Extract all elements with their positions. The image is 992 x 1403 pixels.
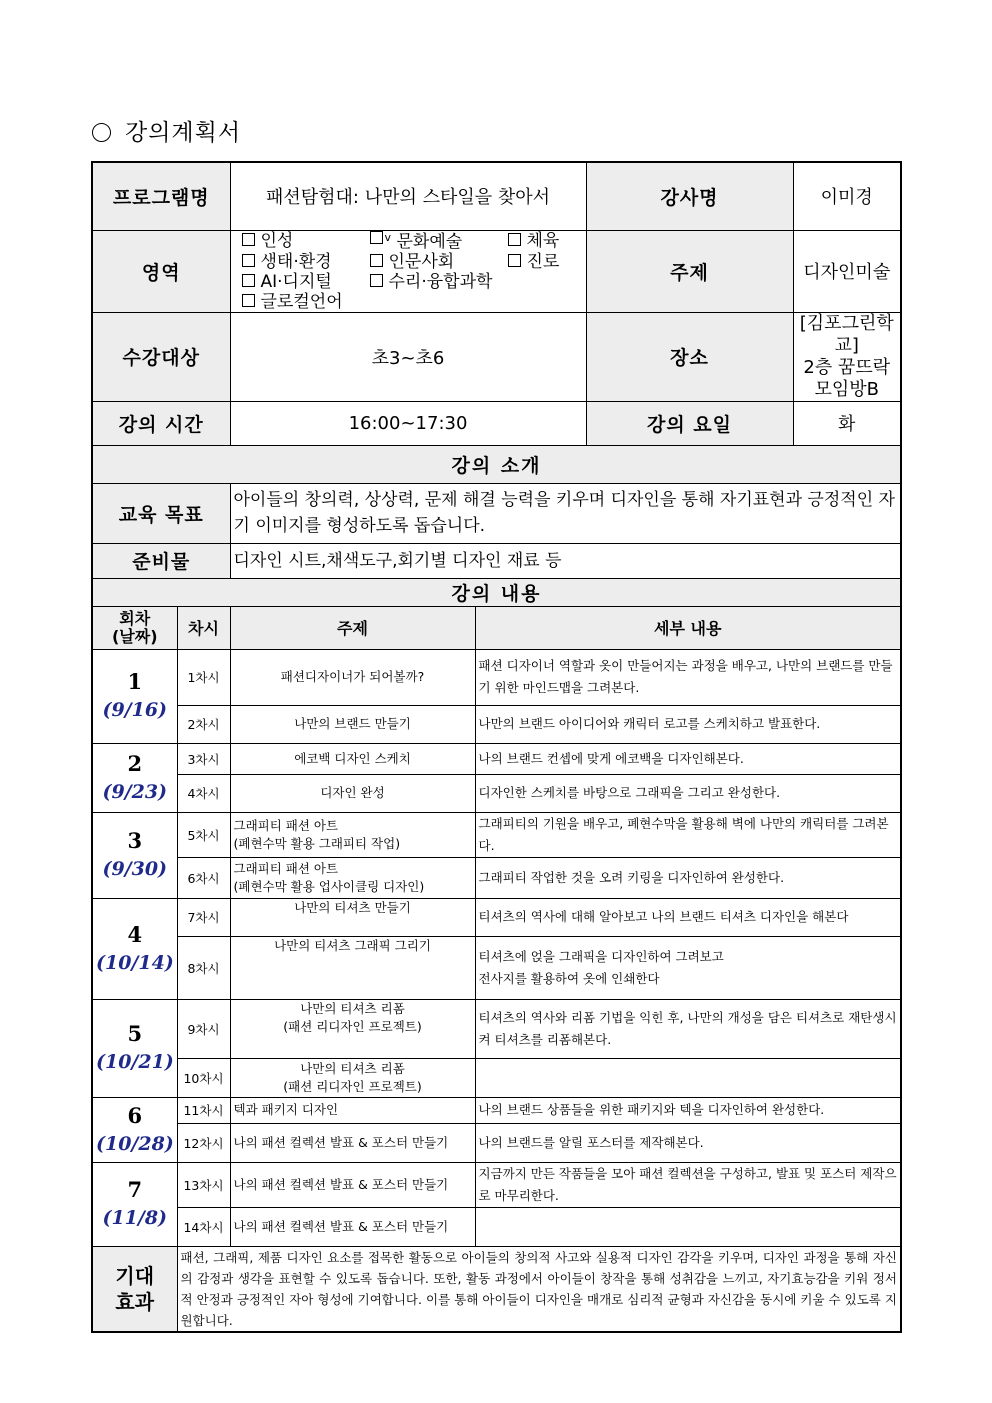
week-6-cell — [92, 1097, 177, 1162]
area-label: 영역 — [92, 230, 230, 312]
area-option-label: 인성 — [260, 230, 294, 251]
topic-cell: 나의 패션 컬렉션 발표 & 포스터 만들기 — [230, 1123, 475, 1162]
area-option — [508, 252, 587, 272]
target-label: 수강대상 — [92, 312, 230, 401]
week-4-cell — [92, 898, 177, 999]
materials-text: 디자인 시트,채색도구,회기별 디자인 재료 등 — [230, 543, 901, 578]
detail-cell: 나의 브랜드 컨셉에 맞게 에코백을 디자인해본다. — [475, 743, 901, 774]
area-option-label: 문화예술 — [396, 231, 463, 252]
program-name-value: 패션탐험대: 나만의 스타일을 찾아서 — [230, 162, 586, 230]
session-cell: 4차시 — [177, 774, 230, 812]
topic-cell: 나만의 티셔츠 리폼 (패션 리디자인 프로젝트) — [230, 999, 475, 1058]
checkbox-icon — [370, 254, 383, 267]
program-name-label: 프로그램명 — [92, 162, 230, 230]
topic-cell: 패션디자이너가 되어볼까? — [230, 649, 475, 705]
week-number: 1 — [127, 669, 143, 694]
topic-cell: 나만의 티셔츠 그래픽 그리기 — [230, 936, 475, 999]
detail-cell: 패션 디자이너 역할과 옷이 만들어지는 과정을 배우고, 나만의 브랜드를 만들기 위한 마인드맵을 그려본다. — [475, 649, 901, 705]
session-cell: 2차시 — [177, 705, 230, 743]
session-column-header: 차시 — [177, 606, 230, 649]
session-cell: 8차시 — [177, 936, 230, 999]
week-date: (10/14) — [96, 951, 174, 974]
checkbox-icon — [242, 233, 255, 246]
area-option-label: 생태·환경 — [260, 251, 332, 272]
intro-section-title: 강의 소개 — [92, 445, 901, 483]
topic-cell: 그래피티 패션 아트 (폐현수막 활용 그래피티 작업) — [230, 812, 475, 857]
area-option-label: 진로 — [526, 251, 560, 272]
detail-cell: 티셔츠의 역사와 리폼 기법을 익힌 후, 나만의 개성을 담은 티셔츠로 재탄생시켜 티셔츠를 리폼해본다. — [475, 999, 901, 1058]
detail-cell — [475, 1058, 901, 1097]
area-option — [508, 231, 587, 252]
detail-cell: 디자인한 스케치를 바탕으로 그래픽을 그리고 완성한다. — [475, 774, 901, 812]
effect-text: 패션, 그래픽, 제품 디자인 요소를 접목한 활동으로 아이들의 창의적 사고와 실용적 디자인 감각을 키우며, 디자인 과정을 통해 자신의 감정과 생각을 표현할 수 있도록 돕습니다. 또한, 활동 과정에서 아이들이 창작을 통해 성취감을 느끼고, 자기효능감을 키워 정서적 안정과 긍정적인 자아 형성에 기여합니다. 이를 통해 아이들이 디자인을 매개로 심리적 균형과 자신감을 동시에 키울 수 있도록 지원합니다. — [177, 1246, 901, 1332]
week-number: 2 — [127, 750, 143, 776]
topic-cell: 나의 패션 컬렉션 발표 & 포스터 만들기 — [230, 1207, 475, 1246]
goal-label: 교육 목표 — [92, 483, 230, 543]
topic-cell: 에코백 디자인 스케치 — [230, 743, 475, 774]
week-number: 6 — [127, 1102, 143, 1128]
place-label: 장소 — [586, 312, 793, 401]
detail-cell: 그래피티의 기원을 배우고, 폐현수막을 활용해 벽에 나만의 캐릭터를 그려본다. — [475, 812, 901, 857]
topic-column-header: 주제 — [230, 606, 475, 649]
topic-cell: 나만의 브랜드 만들기 — [230, 705, 475, 743]
title-text: 강의계획서 — [125, 120, 242, 146]
effect-label-line-1: 기대 — [115, 1263, 155, 1288]
checkbox-icon — [242, 294, 255, 307]
detail-cell: 그래피티 작업한 것을 오려 키링을 디자인하여 완성한다. — [475, 857, 901, 898]
lecture-plan-table — [91, 161, 902, 1333]
session-cell: 14차시 — [177, 1207, 230, 1246]
subject-label: 주제 — [586, 230, 793, 312]
week-date: (10/28) — [96, 1132, 174, 1155]
target-value: 초3~초6 — [230, 312, 586, 401]
detail-cell: 나의 브랜드 상품들을 위한 패키지와 텍을 디자인하여 완성한다. — [475, 1097, 901, 1123]
area-option — [242, 231, 370, 252]
effect-label-line-2: 효과 — [115, 1289, 155, 1314]
detail-cell: 지금까지 만든 작품들을 모아 패션 컬렉션을 구성하고, 발표 및 포스터 제작으로 마무리한다. — [475, 1162, 901, 1207]
session-cell: 3차시 — [177, 743, 230, 774]
place-value — [793, 312, 901, 401]
week-number: 3 — [127, 828, 143, 853]
week-3-cell — [92, 812, 177, 898]
topic-cell: 텍과 패키지 디자인 — [230, 1097, 475, 1123]
detail-cell: 나의 브랜드를 알릴 포스터를 제작해본다. — [475, 1123, 901, 1162]
circle-bullet-icon — [92, 123, 111, 142]
instructor-label: 강사명 — [586, 162, 793, 230]
day-value: 화 — [793, 401, 901, 445]
checkbox-icon — [508, 254, 521, 267]
area-option — [242, 272, 370, 292]
checkbox-icon — [370, 274, 383, 287]
area-option — [242, 252, 370, 272]
week-2-cell — [92, 743, 177, 812]
session-cell: 10차시 — [177, 1058, 230, 1097]
session-cell: 6차시 — [177, 857, 230, 898]
checkbox-icon — [242, 254, 255, 267]
area-option-label: 체육 — [526, 230, 560, 251]
topic-cell: 나의 패션 컬렉션 발표 & 포스터 만들기 — [230, 1162, 475, 1207]
place-line-1: [김포그린학교] — [799, 312, 894, 356]
week-date: (9/30) — [102, 858, 168, 880]
subject-value: 디자인미술 — [793, 230, 901, 312]
time-label: 강의 시간 — [92, 401, 230, 445]
goal-text: 아이들의 창의력, 상상력, 문제 해결 능력을 키우며 디자인을 통해 자기표현과 긍정적인 자기 이미지를 형성하도록 돕습니다. — [230, 483, 901, 543]
area-option — [242, 292, 370, 312]
week-7-cell — [92, 1162, 177, 1246]
session-cell: 13차시 — [177, 1162, 230, 1207]
week-number: 4 — [127, 921, 143, 947]
week-5-cell — [92, 999, 177, 1097]
area-option-label: AI·디지털 — [260, 271, 332, 292]
detail-cell: 티셔츠의 역사에 대해 알아보고 나의 브랜드 티셔츠 디자인을 해본다 — [475, 898, 901, 936]
week-date: (9/16) — [102, 699, 168, 721]
day-label: 강의 요일 — [586, 401, 793, 445]
instructor-value: 이미경 — [793, 162, 901, 230]
week-1-cell — [92, 649, 177, 743]
topic-cell: 그래피티 패션 아트 (폐현수막 활용 업사이클링 디자인) — [230, 857, 475, 898]
week-number: 5 — [127, 1021, 143, 1046]
place-line-2: 2층 꿈뜨락모임방B — [803, 356, 891, 400]
round-column-header: 회차 (날짜) — [92, 606, 177, 649]
session-cell: 1차시 — [177, 649, 230, 705]
area-option — [370, 272, 508, 292]
time-value: 16:00~17:30 — [230, 401, 586, 445]
effect-label — [92, 1246, 177, 1332]
session-cell: 7차시 — [177, 898, 230, 936]
detail-column-header: 세부 내용 — [475, 606, 901, 649]
detail-cell: 티셔츠에 얹을 그래픽을 디자인하여 그려보고 전사지를 활용하여 옷에 인쇄한다 — [475, 936, 901, 999]
session-cell: 5차시 — [177, 812, 230, 857]
session-cell: 9차시 — [177, 999, 230, 1058]
area-options — [230, 230, 586, 312]
week-date: (11/8) — [102, 1207, 168, 1229]
checkbox-icon — [508, 233, 521, 246]
area-option — [370, 231, 508, 252]
area-option-label: 글로컬언어 — [260, 291, 343, 312]
area-option — [508, 272, 587, 292]
week-date: (9/23) — [102, 780, 168, 803]
document-title — [92, 114, 241, 147]
content-section-title: 강의 내용 — [92, 578, 901, 606]
detail-cell — [475, 1207, 901, 1246]
checked-box-icon — [370, 231, 383, 244]
area-option-label: 인문사회 — [388, 251, 455, 272]
week-date: (10/21) — [96, 1051, 174, 1073]
topic-cell: 나만의 티셔츠 만들기 — [230, 898, 475, 936]
topic-cell: 디자인 완성 — [230, 774, 475, 812]
session-cell: 12차시 — [177, 1123, 230, 1162]
area-option-label: 수리·융합과학 — [388, 271, 493, 292]
area-option — [370, 252, 508, 272]
detail-cell: 나만의 브랜드 아이디어와 캐릭터 로고를 스케치하고 발표한다. — [475, 705, 901, 743]
week-number: 7 — [127, 1177, 143, 1202]
session-cell: 11차시 — [177, 1097, 230, 1123]
topic-cell: 나만의 티셔츠 리폼 (패션 리디자인 프로젝트) — [230, 1058, 475, 1097]
checkbox-icon — [242, 274, 255, 287]
materials-label: 준비물 — [92, 543, 230, 578]
